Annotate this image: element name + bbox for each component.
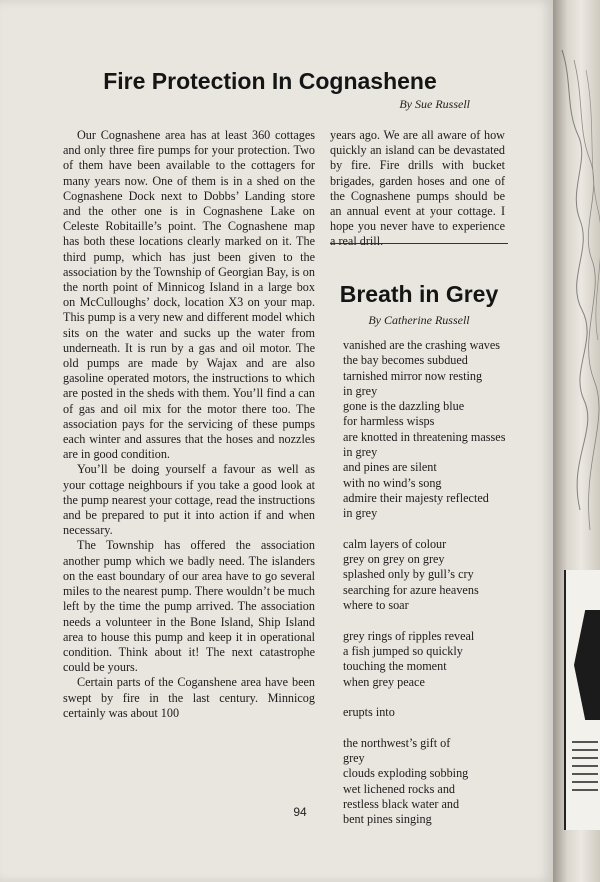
- poem-line: for harmless wisps: [343, 414, 435, 429]
- poem-line: erupts into: [343, 705, 395, 720]
- page-number: 94: [293, 805, 307, 819]
- hexagon-logo-icon: [574, 610, 600, 720]
- paragraph: Our Cognashene area has at least 360 cottages and only three fire pumps for your protection. Two of them have been available to the cottagers for many years now. One of them is in a shed on the Cognashene Dock next to Dobbs’ Landing store and the other one is in Cognashene Lake on Celeste Robitaille’s point. The Cognashene map has both these locations clearly marked on it. The third pump, which has just been given to the association by the Township of Georgian Bay, is on the north point of Minnicog Island in a large box on McCulloughs’ dock, location X3 on your map. This pump is a very new and different model which sits on the water and sucks up the water from underneath. It is run by a gas and oil motor. The old pumps are made by Wajax and are also gasoline operated motors, the instructions to which are posted in the sheds with them. You’ll find a can of gas and oil mix for the motor there too. The association pays for the servicing of these pumps each winter and assures that the hoses and nozzles are in good condition.: [63, 128, 315, 462]
- stanza-break: [343, 613, 523, 628]
- poem-line: restless black water and: [343, 796, 460, 811]
- poem-line: when grey peace: [343, 674, 425, 689]
- poem-line: the northwest’s gift of: [343, 735, 451, 750]
- poem-line: wet lichened rocks and: [343, 781, 456, 796]
- poem-line: in grey: [343, 383, 378, 398]
- poem-line: tarnished mirror now resting: [343, 368, 483, 383]
- section-divider: [330, 243, 508, 244]
- byline-catherine-russell: By Catherine Russell: [368, 313, 470, 327]
- poem-line: gone is the dazzling blue: [343, 399, 465, 414]
- poem-line: bent pines singing: [343, 812, 432, 827]
- paragraph: You’ll be doing yourself a favour as well as your cottage neighbours if you take a good look at the pump nearest your cottage, read the instructions and be prepared to put it into action if and when necessary.: [63, 462, 315, 538]
- poem-title-breath-in-grey: Breath in Grey: [339, 281, 499, 307]
- adjacent-page-advertisement: [564, 570, 600, 830]
- poem-line: splashed only by gull’s cry: [343, 567, 474, 582]
- paragraph: years ago. We are all aware of how quickly an island can be devastated by fire. Fire drills with bucket brigades, garden hoses and one of the Cognashene pumps should be an annual event at your cottage. I hope you never have to experience a real drill.: [330, 128, 505, 249]
- paragraph: The Township has offered the association another pump which we badly need. The islanders on the east boundary of our area have to go several miles to the nearest pump. There wouldn’t be much left by the time the pump arrived. The association needs a volunteer in the Bone Island, Ship Island area to house this pump and keep it in operational condition. Think about it! The next catastrophe could be yours.: [63, 538, 315, 675]
- poem-line: searching for azure heavens: [343, 582, 479, 597]
- stanza-break: [343, 720, 523, 735]
- article-left-column: [63, 128, 315, 721]
- article-title-fire-protection: Fire Protection In Cognashene: [103, 68, 437, 94]
- poem-line: a fish jumped so quickly: [343, 643, 463, 658]
- poem-line: touching the moment: [343, 659, 447, 674]
- article-right-column: [330, 128, 505, 250]
- adjacent-page-map-graphic: [560, 40, 600, 540]
- stanza-break: [343, 522, 523, 537]
- poem-line: grey: [343, 751, 365, 766]
- byline-sue-russell: By Sue Russell: [399, 97, 470, 111]
- poem-body: [343, 338, 523, 828]
- poem-line: grey rings of ripples reveal: [343, 628, 475, 643]
- poem-line: are knotted in threatening masses: [343, 429, 506, 444]
- poem-line: with no wind’s song: [343, 475, 442, 490]
- advertisement-text-lines: [572, 735, 598, 797]
- paragraph: Certain parts of the Coganshene area have been swept by fire in the last century. Minnicog certainly was about 100: [63, 675, 315, 720]
- stanza-break: [343, 690, 523, 705]
- poem-line: in grey: [343, 506, 378, 521]
- poem-line: the bay becomes subdued: [343, 353, 468, 368]
- poem-line: calm layers of colour: [343, 536, 447, 551]
- poem-line: where to soar: [343, 598, 409, 613]
- poem-line: grey on grey on grey: [343, 552, 445, 567]
- poem-line: clouds exploding sobbing: [343, 766, 469, 781]
- poem-line: admire their majesty reflected: [343, 490, 489, 505]
- poem-line: in grey: [343, 445, 378, 460]
- poem-line: vanished are the crashing waves: [343, 338, 501, 352]
- poem-line: and pines are silent: [343, 460, 437, 475]
